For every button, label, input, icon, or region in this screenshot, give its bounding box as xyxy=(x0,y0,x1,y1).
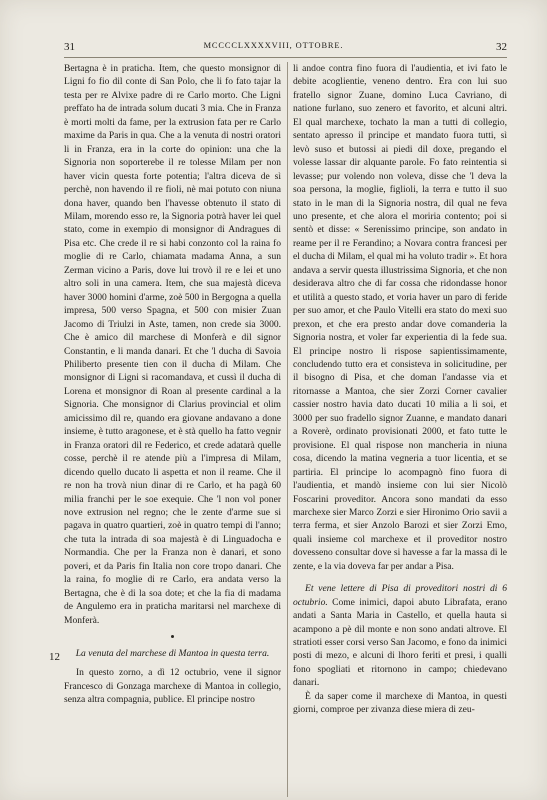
page-number-right: 32 xyxy=(496,41,507,53)
right-paragraph-1: li andoe contra fino fuora di l'audientia, et ivi fato le debite acoglientie, veneno dentro. Era con lui suo fratello signor Zuane, domino Luca Cavriano, di natione furlano, suo zenero et favorito, et alcuni altri. El qual marchexe, tochato la man a tutti di collegio, sentato apresso il principe et mandato fuora tutti, sì levò suso et butossi ai piedi dil doxe, pregando el volesse lassar dir alquante parole. Fo fato reintentia si levasse; pur volendo non voleva, disse che 'l deva la soa persona, la moglie, figlioli, la terra e tutto il suo stato in le man di la Signoria nostra, dil qual ne feva uno presente, et che alora el moriria contento; poi si sentò et disse: « Serenissimo principe, son andato in reame per il re Ferandino; a Novara contra francesi per el ducha di Milam, el qual mi ha voluto tradir ». Et hora andava a servir questa illustrissima Signoria, et che non desiderava altro che di far cossa che ridondasse honor et utilità a questo stado, et voria haver un paro di feride per suo amor, et che Paulo Vitelli era stato do mexi suo prexon, et che era presto andar dove comanderia la Signoria nostra, et voler far experientia di la fede sua. El principe nostro li rispose sapientissimamente, concludendo tutto era et consisteva in solicitudine, per il bisogno di Pisa, et che doman l'andasse via et ritornasse a Mantoa, che sier Zorzi Corner cavalier cassier nostro havia dato ducati 10 milia a li soi, et 3000 per suo fradello signor Zuanne, e mandato danari a Roverè, ordinato provisionati 2000, et fato tutte le provisione. El qual rispose non mancheria in niuna cosa, dicendo la matina vegneria a tuor licentia, et se partiria. El principe lo acompagnò fino fuora di l'audientia, et mandò insieme con lui sier Nicolò Foscarini proveditor. Ancora sono mandati da esso marchexe sier Marco Zorzi e sier Hironimo Orio savii a terra ferma, et sier Anzolo Barozi et sier Zorzi Emo, quali insieme col marchexe et il proveditor nostro dovesseno consultar dove si havesse a far la massa di le zente, e la via doveva far per andar a Pisa. xyxy=(293,63,507,572)
right-paragraph-letters xyxy=(293,582,507,690)
right-column xyxy=(293,62,507,717)
left-paragraph-2: In questo zorno, a dì 12 octubrio, vene il signor Francesco di Gonzaga marchexe di Mantoa in collegio, senza altra compagnia, publice. El principe nostro xyxy=(64,667,281,706)
header-rule xyxy=(64,57,507,58)
margin-date-number: 12 xyxy=(49,651,60,663)
letters-body: Come inimici, dapoi abuto Librafata, erano andati a Santa Maria in Castello, et quella hauta si acampono a pè dil monte e non sono andati altrove. El stratioti esser corsi verso San Jacomo, e fono da inimici posti di mezo, e alcuni di lhoro feriti et presi, i qualli fono spogliati et ritornono in campo; chiedevano danari. xyxy=(293,596,507,689)
letters-heading: Et vene lettere di Pisa di proveditori nostri di 6 octubrio. xyxy=(293,583,507,608)
section-separator-mark xyxy=(170,635,175,640)
left-paragraph-1: Bertagna è in praticha. Item, che questo monsignor di Ligni fo fio dil conte di San Polo, che li fo fato tajar la testa per re Alvixe padre di re Carlo morto. Che Ligni preffato ha de intrada solum ducati 3 mia. Che in Franza è morti molti da fame, per la extrusion fata per re Carlo maxime da Paris in qua. Che a la venuta di nostri oratori li in Franza, era in la corte do opinion: una che la Signoria non soporterebe il re tolesse Milam per non haver vicin questa forte potentia; l'altra diceva de sì perchè, non havendo il re fioli, nè mai potuto con niuna dona haver, quando ben l'havesse obtenuto il stato di Milam, morendo esso re, la Signoria potrà haver lei quel stato, come in exempio di monsignor di Andragues di Pisa etc. Che crede il re si habi conzonto col la raina fo moglie di re Carlo, chiamata madama Anna, a sun Zerman vicino a Paris, dove lui trovò il re e lei et uno altro soli in una camera. Item, che sua majestà diceva haver 3000 homini d'arme, zoè 500 in Bergogna a quella impresa, 500 verso Spagna, et 500 con misier Zuan Jacomo di Triulzi in Aste, tamen, non crede sia 3000. Che è amico dil marchese di Monferà e dil signor Constantin, e li manda danari. Et che 'l ducha di Savoia Philiberto presente tien con il ducha di Milam. Che monsignor di Ligni si racomandava, et cussì il ducha di Lorena et monsignor di Roan al presente cardinal a la Signoria. Che monsignor di Clarius provincial et olim amicissimo dil re, quando era giovane andavano a done insieme, è tutto aragonese, et è stà quello ha fatto vegnir in Franza oratori dil re Federico, et crede adatarà quelle cosse, perchè il re atende più a l'impresa di Milam, dicendo quello ducato li aspetta et non il reame. Che il re non ha trovà niun dinar di re Carlo, et ha pagà 60 milia franchi per le soe exequie. Che 'l non vol poner nove extrusion nel regno; che le zente d'arme sue si pagava in quatro quartieri, zoè in quatro tempi di l'anno; che tuta la intrada di soa majestà è di Linguadocha e Normandia. Che per la Franza non è danari, et sono poveri, et da Paris fin Italia non core tropo danari. Che la raina, fo moglie di re Carlo, era andata verso la Bertagna, che è di la soa dote; et che la fia di madama de Angulemo era in praticha maritarsi nel marchexe di Monferà. xyxy=(64,63,281,626)
right-paragraph-3: È da saper come il marchexe di Mantoa, in questi giorni, comproe per zivanza diese miera di zeu- xyxy=(293,690,507,716)
page-number-left: 31 xyxy=(64,41,75,53)
section-title-mantoa: La venuta del marchese di Mantoa in questa terra. xyxy=(75,648,270,660)
running-title: MCCCCLXXXXVIII, OTTOBRE. xyxy=(203,41,344,50)
left-column xyxy=(64,62,281,707)
column-divider xyxy=(287,62,288,797)
